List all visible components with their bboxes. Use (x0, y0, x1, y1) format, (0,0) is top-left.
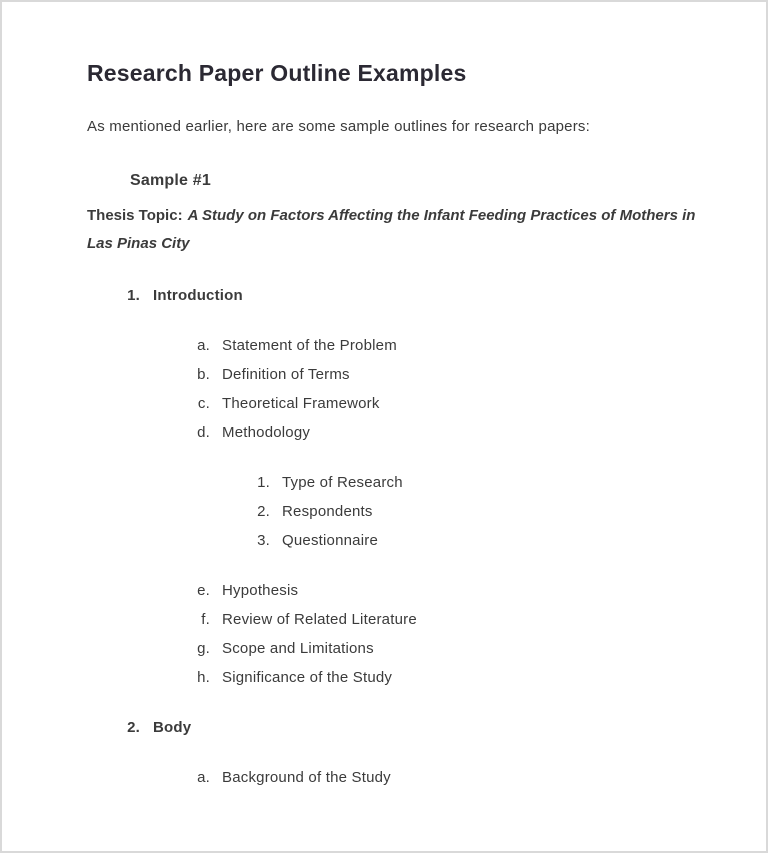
item-marker: e. (197, 582, 210, 599)
subitem-marker: 1. (257, 474, 270, 491)
outline-group-a-d (2, 331, 766, 447)
thesis-topic-label: Thesis Topic: (87, 207, 183, 224)
outline-item (2, 663, 766, 692)
outline-group-e-h (2, 576, 766, 692)
sample-heading: Sample #1 (130, 172, 211, 189)
item-label: Hypothesis (222, 582, 299, 599)
item-marker: a. (197, 337, 210, 354)
item-label: Review of Related Literature (222, 611, 417, 628)
item-label: Scope and Limitations (222, 640, 374, 657)
item-marker: b. (197, 366, 210, 383)
outline-item (2, 360, 766, 389)
outline-section-body (2, 713, 766, 742)
intro-text: As mentioned earlier, here are some sample outlines for research papers: (87, 118, 590, 135)
item-marker: f. (201, 611, 210, 628)
item-marker: a. (197, 769, 210, 786)
item-label: Statement of the Problem (222, 337, 397, 354)
item-label: Theoretical Framework (222, 395, 380, 412)
outline-group-methodology-subitems (2, 468, 766, 555)
item-marker: h. (197, 669, 210, 686)
section-marker: 2. (127, 719, 140, 736)
subitem-label: Respondents (282, 503, 373, 520)
subitem-label: Questionnaire (282, 532, 378, 549)
page-title: Research Paper Outline Examples (87, 60, 467, 86)
section-label: Introduction (153, 287, 243, 304)
outline (2, 281, 766, 792)
outline-item (2, 331, 766, 360)
item-label: Significance of the Study (222, 669, 393, 686)
outline-group-body-items (2, 763, 766, 792)
outline-section-introduction (2, 281, 766, 310)
subitem-marker: 2. (257, 503, 270, 520)
item-label: Definition of Terms (222, 366, 350, 383)
outline-item (2, 576, 766, 605)
item-label: Background of the Study (222, 769, 391, 786)
subitem-marker: 3. (257, 532, 270, 549)
item-marker: c. (197, 395, 210, 412)
outline-item (2, 605, 766, 634)
outline-subitem (2, 526, 766, 555)
section-label: Body (153, 719, 192, 736)
item-label: Methodology (222, 424, 311, 441)
item-marker: g. (197, 640, 210, 657)
section-marker: 1. (127, 287, 140, 304)
outline-subitem (2, 497, 766, 526)
thesis-topic-title: A Study on Factors Affecting the Infant Feeding Practices of Mothers in Las Pinas City (87, 207, 696, 252)
outline-item (2, 763, 766, 792)
outline-item (2, 418, 766, 447)
subitem-label: Type of Research (282, 474, 403, 491)
outline-item (2, 389, 766, 418)
item-marker: d. (197, 424, 210, 441)
outline-item (2, 634, 766, 663)
outline-subitem (2, 468, 766, 497)
thesis-topic (87, 202, 707, 258)
